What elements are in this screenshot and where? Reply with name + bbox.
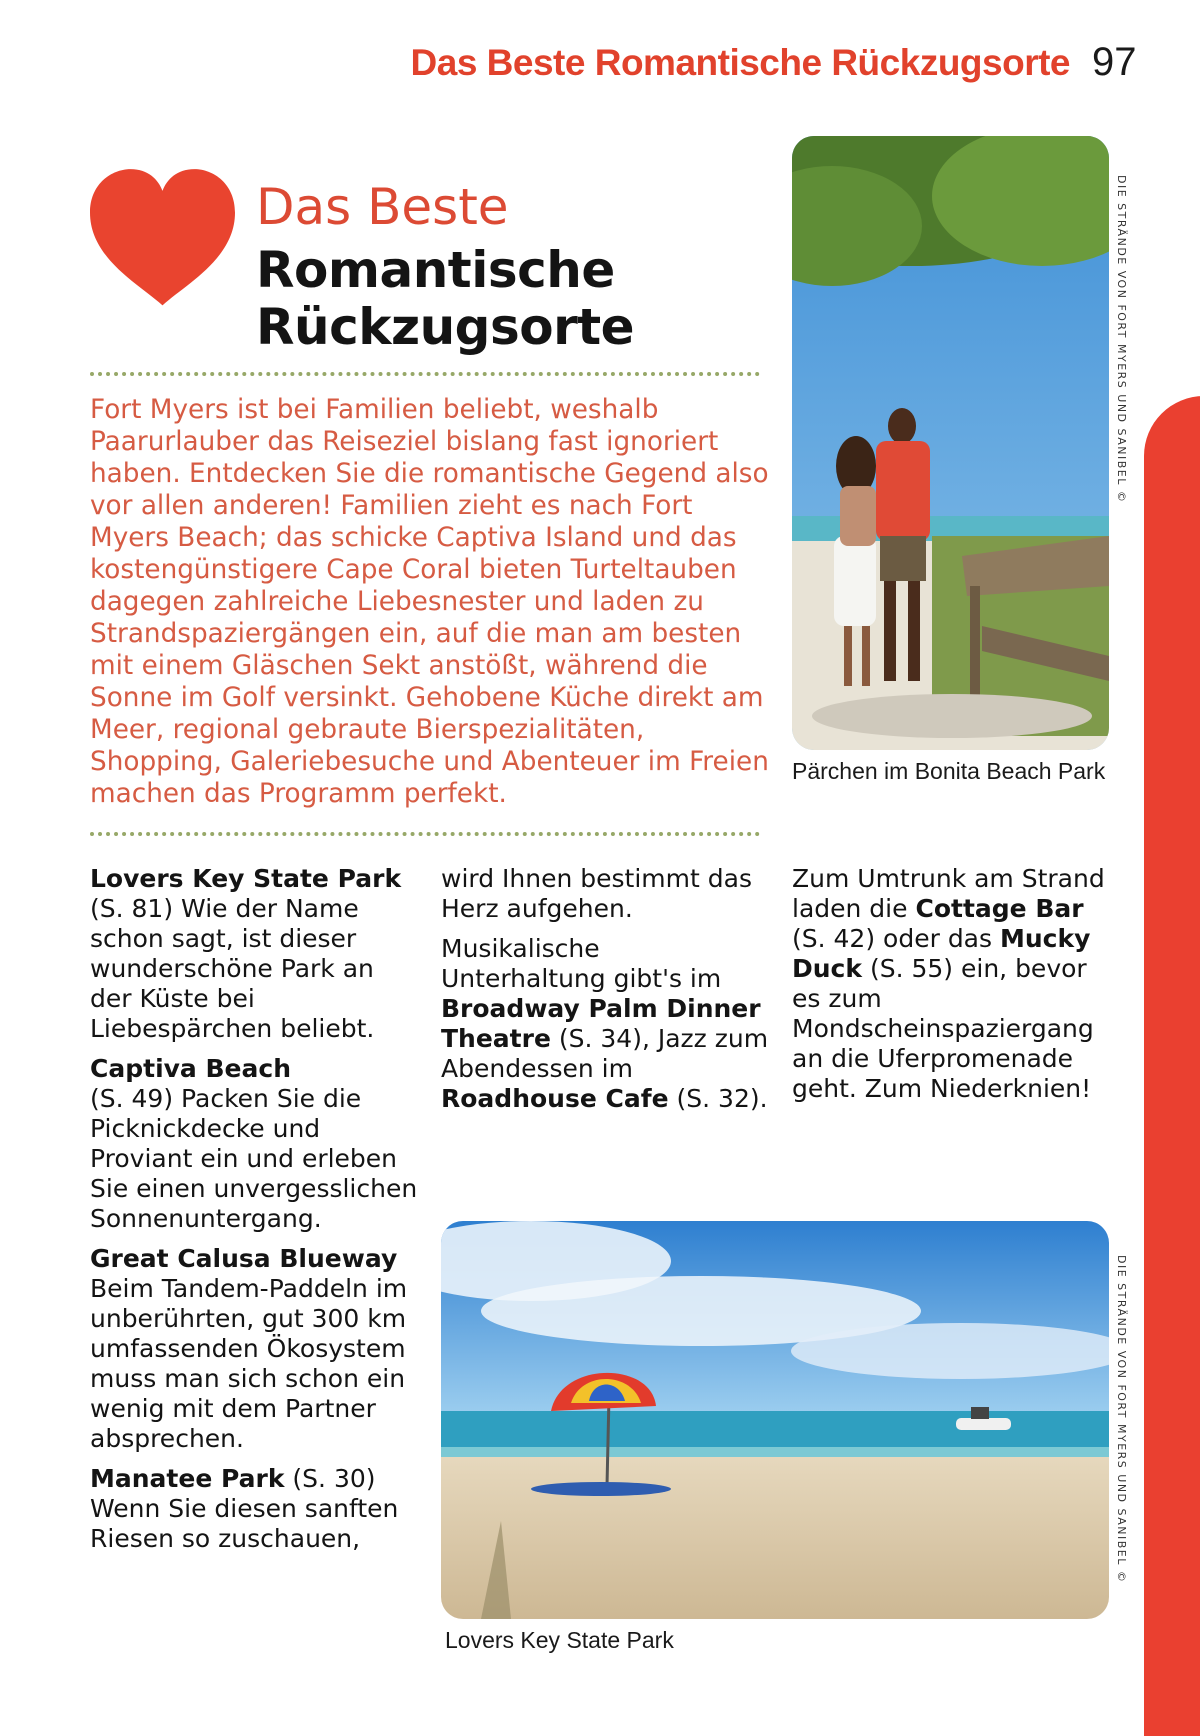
text-column-3 xyxy=(792,864,1122,1114)
intro-paragraph: Fort Myers ist bei Familien beliebt, weshalb Paarurlauber das Reiseziel bislang fast ignoriert haben. Entdecken Sie die romantische Gegend also vor allen anderen! Familien zieht es nach Fort Myers Beach; das schicke Captiva Island und das kostengünstigere Cape Coral bieten Turteltauben dagegen zahlreiche Liebesnester und laden zu Strandspaziergängen ein, auf die man am besten mit einem Gläschen Sekt anstößt, während die Sonne im Golf versinkt. Gehobene Küche direkt am Meer, regional gebraute Bierspezialitäten, Shopping, Galeriebesuche und Abenteuer im Freien machen das Programm perfekt. xyxy=(90,395,769,809)
heading-kicker: Das Beste xyxy=(256,178,509,236)
entry-title-captiva-beach: Captiva Beach xyxy=(90,1054,292,1083)
page-number: 97 xyxy=(1092,40,1137,84)
heart-icon xyxy=(90,168,235,308)
entry-drinks-intro: Zum Umtrunk am Strand laden die xyxy=(792,864,1105,923)
entry-text-captiva-beach: Packen Sie die Picknickdecke und Proviant ein und erleben Sie einen unvergesslichen Sonnenuntergang. xyxy=(90,1084,418,1233)
entry-title-broadway-palm: Broadway Palm Dinner Theatre xyxy=(441,994,761,1053)
photo-couple-beach xyxy=(792,136,1109,750)
entry-music-mid: Jazz zum Abendessen im xyxy=(441,1024,769,1083)
entry-drinks-end: ein, bevor es zum Mondscheinspaziergang an die Uferpromenade geht. Zum Niederknien! xyxy=(792,954,1094,1103)
entry-text-lovers-key: Wie der Name schon sagt, ist dieser wunderschöne Park an der Küste bei Liebespärchen beliebt. xyxy=(90,894,375,1043)
entry-ref-captiva-beach: (S. 49) xyxy=(90,1084,174,1113)
photo-credit-bottom: DIE STRÄNDE VON FORT MYERS UND SANIBEL © xyxy=(1115,1255,1128,1584)
entry-music-intro: Musikalische Unterhaltung gibt's im xyxy=(441,934,722,993)
running-header-title: Das Beste Romantische Rückzugsorte xyxy=(410,42,1070,83)
entry-ref-cottage-bar: (S. 42) xyxy=(792,924,876,953)
entry-title-great-calusa-blueway: Great Calusa Blueway xyxy=(90,1244,398,1273)
entry-title-cottage-bar: Cottage Bar xyxy=(915,894,1084,923)
entry-ref-lovers-key: (S. 81) xyxy=(90,894,174,923)
page-title-line-2: Rückzugsorte xyxy=(256,298,635,356)
entry-music xyxy=(441,934,771,1114)
lovers-key-beach-image xyxy=(441,1221,1109,1619)
divider-top xyxy=(90,372,760,376)
entry-drinks-mid: oder das xyxy=(883,924,993,953)
entry-lovers-key xyxy=(90,864,420,1044)
entry-title-manatee-park: Manatee Park xyxy=(90,1464,285,1493)
photo-credit-top: DIE STRÄNDE VON FORT MYERS UND SANIBEL © xyxy=(1115,175,1128,504)
chapter-side-tab xyxy=(1144,396,1200,1736)
text-column-2 xyxy=(441,864,771,1124)
entry-ref-roadhouse-cafe: (S. 32). xyxy=(676,1084,768,1113)
entry-manatee-park-continued: wird Ihnen bestimmt das Herz aufgehen. xyxy=(441,864,752,923)
entry-great-calusa-blueway xyxy=(90,1244,420,1454)
entry-ref-mucky-duck: (S. 55) xyxy=(869,954,954,983)
photo-caption-top: Pärchen im Bonita Beach Park xyxy=(792,758,1106,784)
divider-bottom xyxy=(90,832,760,836)
text-column-1 xyxy=(90,864,420,1564)
entry-captiva-beach xyxy=(90,1054,420,1234)
entry-title-lovers-key: Lovers Key State Park xyxy=(90,864,402,893)
couple-beach-image xyxy=(792,136,1109,750)
entry-ref-manatee-park: (S. 30) xyxy=(292,1464,376,1493)
entry-title-mucky-duck: Mucky Duck xyxy=(792,924,1091,983)
page-title-line-1: Romantische xyxy=(256,241,615,299)
page-title xyxy=(256,242,634,356)
entry-drinks xyxy=(792,864,1122,1104)
photo-lovers-key-beach xyxy=(441,1221,1109,1619)
entry-text-great-calusa-blueway: Beim Tandem-Paddeln im unberührten, gut 300 km umfassenden Ökosystem muss man sich schon ein wenig mit dem Partner absprechen. xyxy=(90,1274,408,1453)
entry-manatee-park xyxy=(90,1464,420,1554)
entry-ref-broadway-palm: (S. 34), xyxy=(558,1024,650,1053)
photo-caption-bottom: Lovers Key State Park xyxy=(445,1627,674,1653)
entry-text-manatee-park: Wenn Sie diesen sanften Riesen so zuschauen, xyxy=(90,1494,399,1553)
entry-title-roadhouse-cafe: Roadhouse Cafe xyxy=(441,1084,669,1113)
